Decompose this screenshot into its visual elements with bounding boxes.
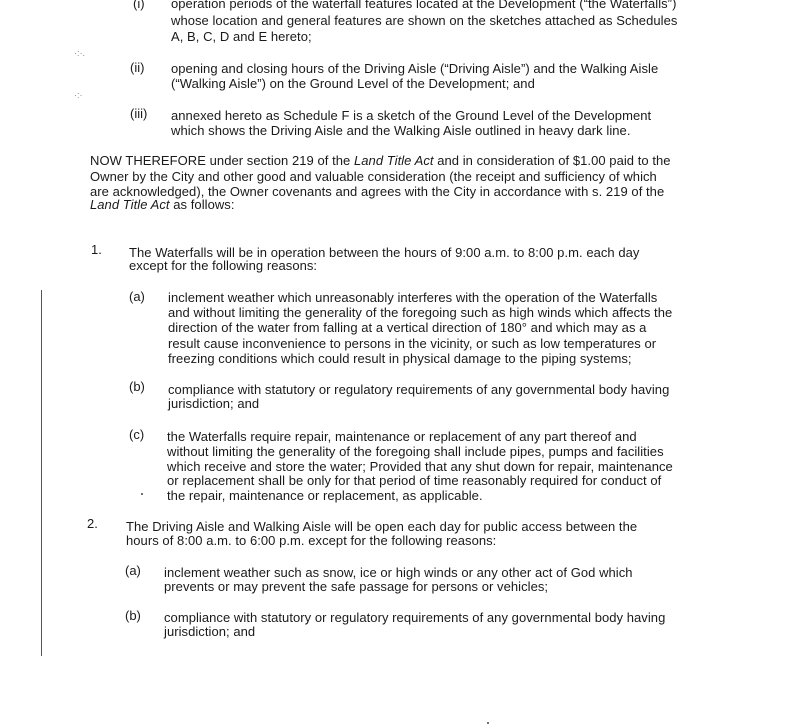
item-i-line: operation periods of the waterfall features located at the Development (“the Waterfalls”) xyxy=(171,0,677,11)
clause-1b-line: compliance with statutory or regulatory requirements of any governmental body having xyxy=(168,382,670,397)
now-therefore-text: and in consideration of $1.00 paid to the xyxy=(433,153,671,168)
item-i-line: whose location and general features are shown on the sketches attached as Schedules xyxy=(171,13,678,28)
clause-1b-line: jurisdiction; and xyxy=(168,396,260,411)
clause-1a-line: and without limiting the generality of the foregoing such as high winds which affects the xyxy=(168,305,673,320)
clause-2b-line: jurisdiction; and xyxy=(164,624,256,639)
clause-1-line: The Waterfalls will be in operation between the hours of 9:00 a.m. to 8:00 p.m. each day xyxy=(129,245,640,260)
clause-2a-line: inclement weather such as snow, ice or high winds or any other act of God which xyxy=(164,565,633,580)
clause-1a-label: (a) xyxy=(129,289,145,304)
now-therefore-line: are acknowledged), the Owner covenants and agrees with the City in accordance with s. 219 of the xyxy=(90,184,665,199)
now-therefore-text: NOW THEREFORE under section 219 of the xyxy=(90,153,354,168)
now-therefore-text: as follows: xyxy=(169,197,235,212)
now-therefore-line xyxy=(90,198,235,212)
clause-1b-label: (b) xyxy=(129,379,145,394)
clause-1a-line: freezing conditions which could result in physical damage to the piping systems; xyxy=(168,351,632,366)
clause-1-number: 1. xyxy=(91,242,102,257)
scan-margin-line xyxy=(41,290,42,656)
clause-1a-line: direction of the water from falling at a vertical direction of 180° and which may as a xyxy=(168,320,647,335)
clause-2a-label: (a) xyxy=(125,563,141,578)
clause-1-line: except for the following reasons: xyxy=(129,258,318,273)
item-iii-label: (iii) xyxy=(130,106,148,121)
item-ii-line: opening and closing hours of the Driving Aisle (“Driving Aisle”) and the Walking Aisle xyxy=(171,61,659,76)
item-ii-label: (ii) xyxy=(130,60,145,75)
statute-name: Land Title Act xyxy=(353,153,434,168)
clause-2-line: hours of 8:00 a.m. to 6:00 p.m. except for the following reasons: xyxy=(126,533,497,548)
now-therefore-line xyxy=(90,154,671,168)
clause-2a-line: prevents or may prevent the safe passage for persons or vehicles; xyxy=(164,579,549,594)
clause-1c-line: the repair, maintenance or replacement, as applicable. xyxy=(167,488,483,503)
clause-1a-line: inclement weather which unreasonably interferes with the operation of the Waterfalls xyxy=(168,290,658,305)
clause-1c-label: (c) xyxy=(129,427,145,442)
statute-name: Land Title Act xyxy=(90,197,170,212)
scan-speck xyxy=(487,722,489,724)
scan-speck: ·:· xyxy=(74,90,83,100)
clause-1c-line: which receive and store the water; Provided that any shut down for repair, maintenance xyxy=(167,459,673,474)
item-ii-line: (“Walking Aisle”) on the Ground Level of the Development; and xyxy=(171,76,535,91)
clause-2-line: The Driving Aisle and Walking Aisle will be open each day for public access between the xyxy=(126,519,638,534)
item-i-label: (i) xyxy=(133,0,145,11)
clause-1c-line: the Waterfalls require repair, maintenance or replacement of any part thereof and xyxy=(167,429,637,444)
clause-1a-line: result cause inconvenience to persons in the vicinity, or such as low temperatures or xyxy=(168,336,657,351)
scan-speck xyxy=(141,493,143,495)
clause-2b-line: compliance with statutory or regulatory requirements of any governmental body having xyxy=(164,610,666,625)
now-therefore-line: Owner by the City and other good and valuable consideration (the receipt and sufficiency of which xyxy=(90,169,657,184)
item-iii-line: which shows the Driving Aisle and the Walking Aisle outlined in heavy dark line. xyxy=(171,123,631,138)
item-i-line: A, B, C, D and E hereto; xyxy=(171,29,312,44)
clause-1c-line: or replacement shall be only for that period of time reasonably required for conduct of xyxy=(167,473,662,488)
scan-speck: ·:·. xyxy=(74,48,85,58)
clause-1c-line: without limiting the generality of the foregoing shall include pipes, pumps and facilities xyxy=(167,444,664,459)
clause-2b-label: (b) xyxy=(125,608,141,623)
clause-2-number: 2. xyxy=(87,516,98,531)
item-iii-line: annexed hereto as Schedule F is a sketch of the Ground Level of the Development xyxy=(171,108,652,123)
